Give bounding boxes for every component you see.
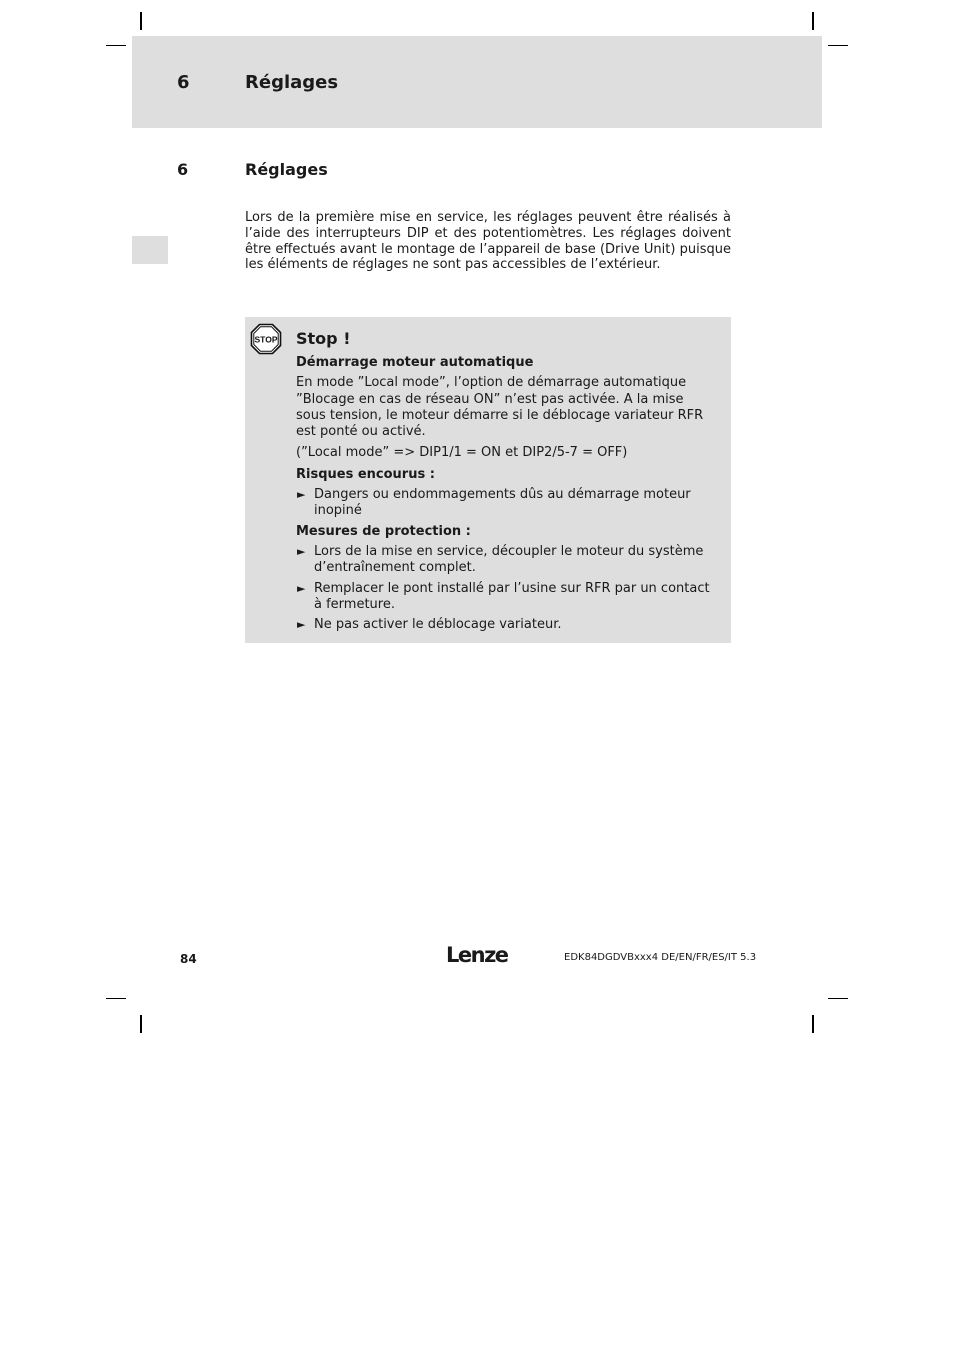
warning-setting: (”Local mode” => DIP1/1 = ON et DIP2/5-7 = OFF) xyxy=(296,445,628,461)
crop-mark xyxy=(812,1015,814,1033)
list-item xyxy=(296,544,716,577)
crop-mark xyxy=(812,12,814,30)
chapter-header-band xyxy=(132,36,822,128)
crop-mark xyxy=(828,45,848,46)
list-item xyxy=(296,487,716,520)
lenze-logo: Lenze xyxy=(446,943,508,967)
measures-label: Mesures de protection : xyxy=(296,523,471,539)
list-item xyxy=(296,581,716,614)
warning-subtitle: Démarrage moteur automatique xyxy=(296,355,534,370)
measure-text: Ne pas activer le déblocage variateur. xyxy=(314,617,562,633)
crop-mark xyxy=(828,998,848,999)
list-item xyxy=(296,617,716,633)
chapter-side-tab xyxy=(132,236,168,264)
warning-title: Stop ! xyxy=(296,329,351,348)
bullet-arrow-icon: ► xyxy=(297,488,306,502)
stop-warning-box xyxy=(245,317,731,643)
section-number: 6 xyxy=(177,160,189,179)
bullet-arrow-icon: ► xyxy=(297,544,306,558)
intro-paragraph: Lors de la première mise en service, les réglages peuvent être réalisés à l’aide des interrupteurs DIP et des potentiomètres. Les réglages doivent être effectués avant le montage de l’appareil de base (Drive Unit) puisque les éléments de réglages ne sont pas accessibles de l’extérieur. xyxy=(245,210,731,273)
measure-text: Lors de la mise en service, découpler le moteur du système d’entraînement complet. xyxy=(314,543,704,576)
measure-text: Remplacer le pont installé par l’usine sur RFR par un contact à fermeture. xyxy=(314,580,710,612)
crop-mark xyxy=(140,12,142,30)
stop-sign-text: STOP xyxy=(254,334,278,345)
chapter-number: 6 xyxy=(177,72,190,93)
bullet-arrow-icon: ► xyxy=(297,618,306,632)
risk-text: Dangers ou endommagements dûs au démarrage moteur inopiné xyxy=(314,487,691,519)
risks-list xyxy=(296,487,716,520)
stop-sign-icon xyxy=(250,323,282,355)
bullet-arrow-icon: ► xyxy=(297,581,306,595)
chapter-title: Réglages xyxy=(245,72,339,93)
warning-description: En mode ”Local mode”, l’option de démarrage automatique ”Blocage en cas de réseau ON” n’est pas activée. A la mise sous tension, le moteur démarre si le déblocage variateur RFR est ponté ou activé. xyxy=(296,375,704,440)
document-reference: EDK84DGDVBxxx4 DE/EN/FR/ES/IT 5.3 xyxy=(564,952,757,963)
crop-mark xyxy=(106,45,126,46)
risks-label: Risques encourus : xyxy=(296,466,435,482)
measures-list xyxy=(296,544,716,633)
section-title: Réglages xyxy=(245,160,328,179)
page-number: 84 xyxy=(180,952,197,966)
crop-mark xyxy=(140,1015,142,1033)
crop-mark xyxy=(106,998,126,999)
